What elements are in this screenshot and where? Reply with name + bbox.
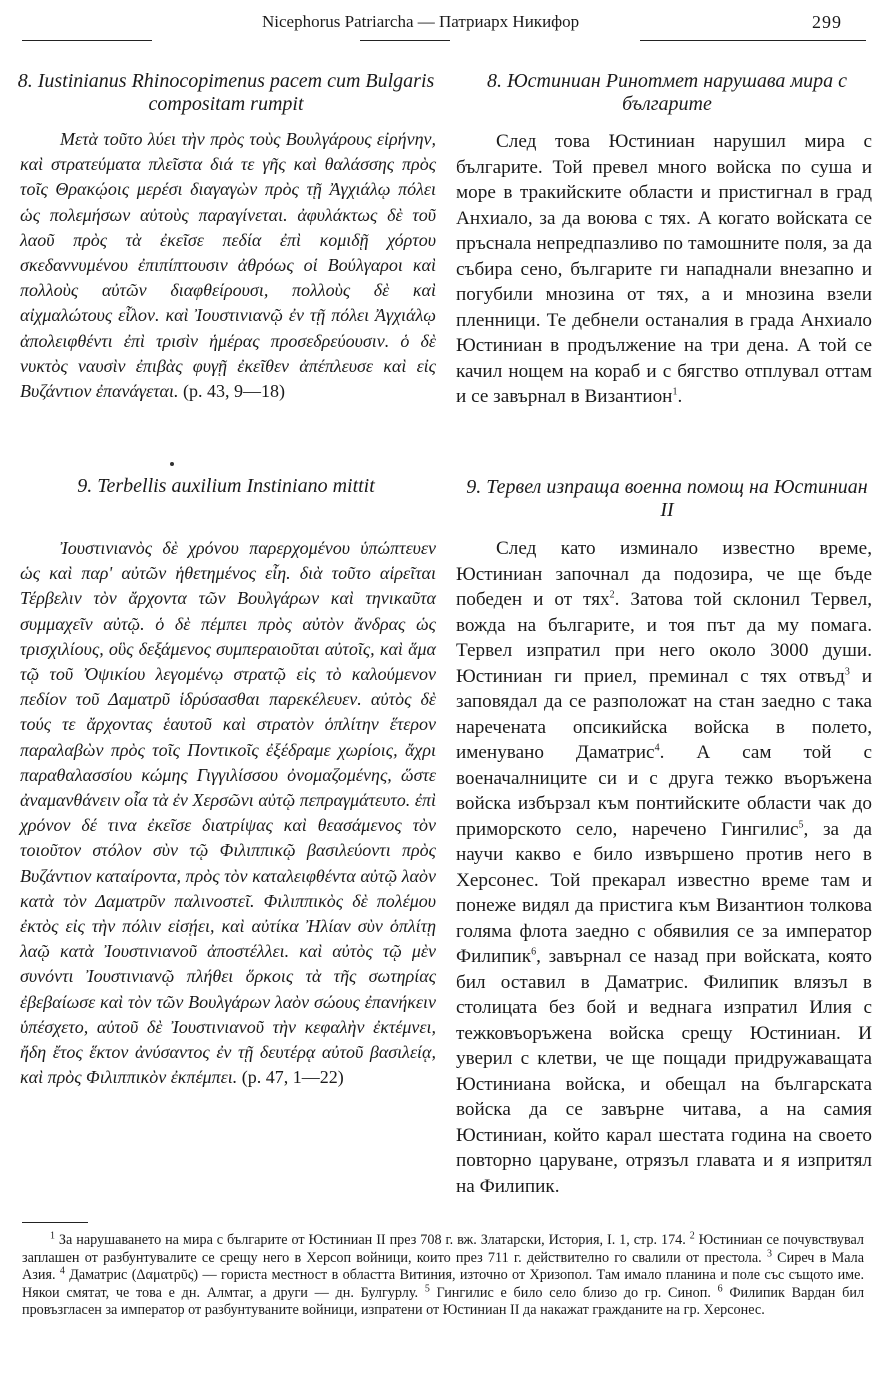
section9-bg-p3: и заповядал да се разположат на стан заедно с така наречената опсикийска войска в полето, именувано Даматрис: [456, 665, 872, 763]
section9-latin-heading: 9. Terbellis auxilium Instiniano mittit: [77, 475, 375, 497]
footnote-ref-1: 1: [672, 386, 678, 398]
section8-bg-heading: 8. Юстиниан Ринотмет нарушава мира с българите: [486, 70, 848, 115]
footnote-ref-6: 6: [531, 946, 537, 958]
footnote-num-1: 1: [50, 1230, 55, 1242]
footnote-num-5: 5: [424, 1283, 430, 1295]
footnote-3: Сиреч в Мала Азия.: [22, 1249, 864, 1284]
section9-bg-text: [456, 536, 872, 1199]
footnotes: [22, 1232, 864, 1320]
header-rule-mid: [360, 40, 450, 41]
section9-greek-ref: (p. 47, 1—22): [241, 1067, 344, 1088]
section8-bg-end: .: [677, 386, 683, 407]
footnote-1: За нарушаването на мира с българите от Юстиниан II през 708 г. вж. Златарски, История, I. 1, стр. 174.: [55, 1232, 686, 1248]
footnote-ref-2: 2: [609, 589, 615, 601]
section9-bg-p6: , завърнал се назад при войската, която бил оставил в Даматрис. Филипик влязъл в столицата без бой и веднага изпратил Илия с тежковъоръжена войска срещу Юстиниан. И уверил с клетви, че ще пощади придружаващата Юстиниана войска, и обещал на българската войска да се завърне читава, а на самия Юстиниан, който карал шестата година на своето повторно царуване, отрязъл главата и я изпритял на Филипик.: [456, 946, 872, 1197]
section8-greek-text: [20, 127, 436, 404]
footnote-ref-3: 3: [844, 666, 850, 678]
section9-greek-text: [20, 536, 436, 1090]
section8-greek-body: Μετὰ τοῦτο λύει τὴν πρὸς τοὺς Βουλγάρους εἰρήνην, καὶ στρατεύματα πλεῖστα διά τε γῆς καὶ θαλάσσης πρὸς τοῖς Θρακῴοις μερέσι διαγαγὼν πρὸς τῇ Ἀγχιάλῳ πόλει ὡς πολεμήσων αὐτοὺς παραγίνεται. ἀφυλάκτως δὲ τοῦ λαοῦ πρὸς τὰ ἐκεῖσε πεδία ἐπὶ κομιδῇ χόρτου σκεδαννυμένου ἐπιπίπτουσιν ἀθρόως οἱ Βούλγαροι καὶ πολλοὺς αὐτῶν διαφθείρουσι, πολλοὺς δὲ καὶ αἰχμαλώτους εἷλον. καὶ Ἰουστινιανῷ ἐν τῇ πόλει Ἀγχιάλῳ ἀπολειφθέντι ἐπὶ τρισὶν ἡμέρας προσεδρεύουσιν. ὁ δὲ νυκτὸς ναυσὶν ἐπιβὰς φυγῇ ἐκεῖθεν ἀπέπλευσε καὶ εἰς Βυζάντιον ἐπανάγεται.: [20, 129, 436, 402]
page-number: 299: [812, 12, 842, 32]
header-rule-left: [22, 40, 152, 41]
separator-dot: [170, 462, 174, 466]
header-rule-right: [640, 40, 866, 41]
section9-bg-heading: 9. Тервел изпраща военна помощ на Юстиниан II: [466, 476, 868, 521]
section9-bg-p4: . А сам той с военачалниците си и с друга тежко въоръжена войска избързал към понтийските области чак до приморското село, наречено Гингилис: [456, 742, 873, 840]
section9-bg-p5: , за да научи какво е било извършено против него в Херсонес. Той прекарал известно време там и понеже видял да пристига към Византион толкова голяма флота заедно с обявилия се за император Филипик: [456, 818, 872, 967]
footnote-2: Юстиниан се почувствувал заплашен от разбунтувалите се срещу него в Херсоп войници, които през 711 г. действително го свалили от престола.: [22, 1232, 864, 1266]
footnote-num-6: 6: [717, 1283, 723, 1295]
section8-latin-heading: 8. Iustinianus Rhinocopimenus pacem cum Bulgaris compositam rumpit: [17, 70, 435, 115]
footnote-6: Филипик Вардан бил провъзгласен за император от разбунтуваните войници, изпратени от Юстиниан II да накажат гражданите на гр. Херсонес.: [22, 1284, 865, 1319]
footnote-num-3: 3: [766, 1247, 772, 1259]
footnote-num-2: 2: [689, 1230, 695, 1242]
section9-bg-p2: . Затова той склонил Тервел, вожда на българите, и тоя път да му помага. Тервел изпратил при него около 3000 души. Юстиниан ги приел, преминал с тях отвъд: [456, 589, 872, 687]
footnote-4: Даматрис (Δαματρῦς) — гориста местност в областта Витиния, източно от Хризопол. Там имало планина и поле със същото име. Някои смятат, че това е дн. Алмтаг, а други — дн. Булгурлу.: [22, 1267, 864, 1301]
footnote-rule: [22, 1222, 88, 1223]
section9-bg-p1: След като изминало известно време, Юстиниан започнал да подозира, че ще бъде победен и от тях: [456, 538, 872, 610]
running-title: Nicephorus Patriarcha — Патриарх Никифор: [262, 12, 580, 31]
footnote-num-4: 4: [59, 1265, 65, 1277]
running-header: [0, 10, 886, 40]
footnote-ref-4: 4: [654, 742, 660, 754]
section8-bg-body: След това Юстиниан нарушил мира с българите. Той превел много войска по суша и море в тракийските области и пристигнал в град Анхиало, за да воюва с тях. А когато войската се пръснала непредпазливо по тамошните поля, за да събира сено, българите ги нападнали внезапно и погубили мнозина от тях, а и мнозина взели пленници. Те дебнели останалия в града Анхиало Юстиниан в продължение на три дена. А той се качил нощем на кораб и с бягство отплувал оттам и се завърнал в Византион: [456, 131, 872, 407]
section8-bg-text: [456, 129, 872, 410]
section8-greek-ref: (p. 43, 9—18): [182, 381, 285, 402]
footnote-block: [22, 1232, 864, 1320]
section9-greek-body: Ἰουστινιανὸς δὲ χρόνου παρερχομένου ὑπώπτευεν ὡς καὶ παρ' αὐτῶν ἡθετημένος εἶη. διὰ τοῦτο αἱρεῖται Τέρβελιν τὸν ἄρχοντα τῶν Βουλγάρων καὶ τηνικαῦτα συμμαχεῖν αὐτῷ. ὁ δὲ πέμπει πρὸς αὐτὸν ἄνδρας ὡς τρισχιλίους, οὓς δεξάμενος συμπεραιοῦται αὐτοῖς, καὶ ἅμα τῷ τοῦ Ὀψικίου λεγομένῳ στρατῷ εἰς τὸ καλούμενον πεδίον τοῦ Δαματρῦ ἱδρύσασθαι παρεκέλευεν. αὐτὸς δὲ τούς τε ἄρχοντας ἑαυτοῦ καὶ στρατὸν ὁπλίτην ἕτερον παραλαβὼν πρὸς τοῖς Ποντικοῖς ἐξέδραμε χωρίοις, ἄχρι παραθαλασσίου κώμης Γιγγιλίσσου ὀνομαζομένης, ὥστε ἀναμανθάνειν οἷα τὰ ἐν Χερσῶνι αὐτῷ πεπραγμάτευτο. ἐπὶ χρόνον δέ τινα ἐκεῖσε διατρίψας καὶ θεασάμενος τὸν τοιοῦτον στόλον σὺν τῷ Φιλιππικῷ βασιλεύοντι πρὸς Βυζάντιον καταίροντα, πρὸς τὸν καταλειφθέντα αὐτῷ λαὸν κατὰ τὸν Δαματρῦν παλινοστεῖ. Φιλιππικὸς δὲ πολέμου ἐκτὸς εἰς τὴν πόλιν εἰσῄει, καὶ αὐτίκα Ἠλίαν σὺν ὁπλίτῃ λαῷ κατὰ Ἰουστινιανοῦ ἀποστέλλει. καὶ αὐτὸς τῷ μὲν συνόντι Ἰουστινιανῷ πλήθει ὅρκοις τὰ τῆς σωτηρίας ἐβεβαίωσε καὶ τὸν τῶν Βουλγάρων λαὸν σώους ἐπανήκειν ὑπέσχετο, αὐτοῦ δὲ Ἰουστινιανοῦ τὴν κεφαλὴν ἐκτέμνει, ἤδη ἔτος ἕκτον ἀνύσαντος ἐν τῇ δευτέρᾳ αὐτοῦ βασιλείᾳ, καὶ πρὸς Φιλιππικὸν ἐκπέμπει.: [20, 538, 436, 1088]
footnote-5: Гингилис е било село близо до гр. Синоп.: [429, 1284, 711, 1301]
footnote-ref-5: 5: [798, 819, 804, 831]
